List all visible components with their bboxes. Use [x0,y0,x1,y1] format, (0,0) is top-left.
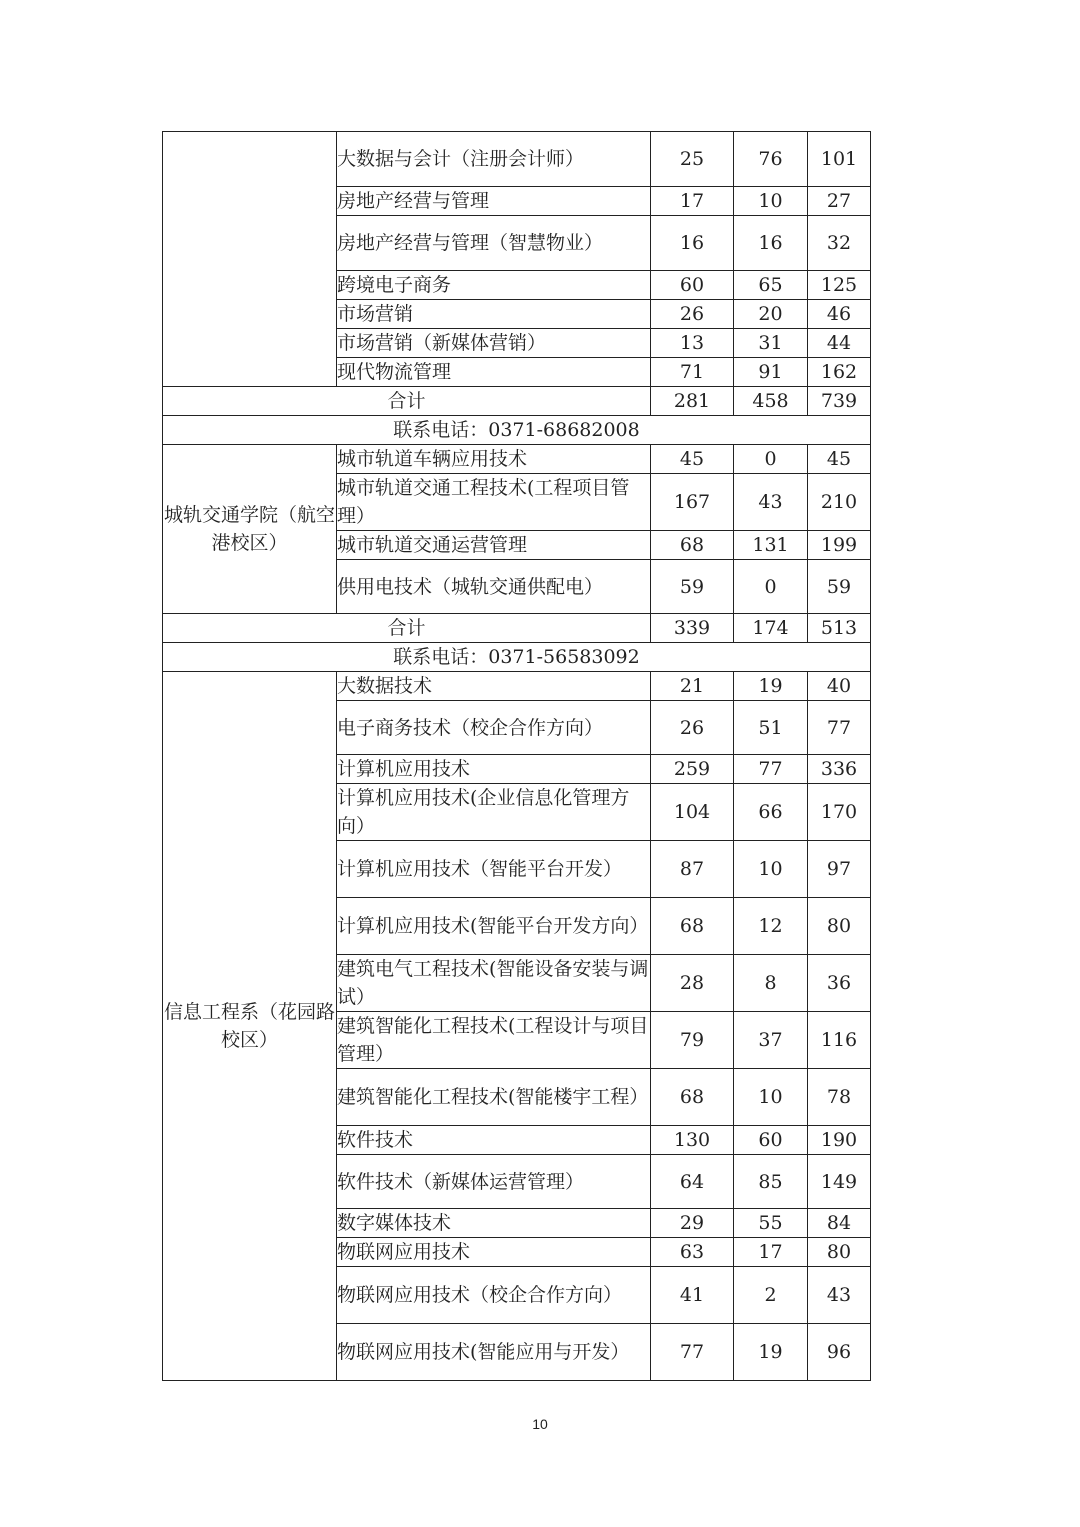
count-b-cell: 2 [734,1267,808,1324]
subtotal-row [163,387,871,416]
count-b-cell: 17 [734,1238,808,1267]
subtotal-a: 339 [651,614,734,643]
count-a-cell: 64 [651,1155,734,1209]
count-total-cell: 44 [808,329,871,358]
count-a-cell: 77 [651,1324,734,1381]
program-cell: 计算机应用技术 [337,755,651,784]
count-b-cell: 91 [734,358,808,387]
program-cell: 市场营销 [337,300,651,329]
count-total-cell: 162 [808,358,871,387]
subtotal-total: 513 [808,614,871,643]
department-cell: 城轨交通学院（航空港校区） [163,445,337,614]
subtotal-label: 合计 [163,387,651,416]
count-a-cell: 59 [651,560,734,614]
count-total-cell: 80 [808,898,871,955]
count-b-cell: 16 [734,216,808,271]
count-total-cell: 77 [808,701,871,755]
program-cell: 城市轨道车辆应用技术 [337,445,651,474]
program-cell: 现代物流管理 [337,358,651,387]
table-row [163,672,871,701]
program-cell: 城市轨道交通工程技术(工程项目管理） [337,474,651,531]
count-total-cell: 190 [808,1126,871,1155]
count-a-cell: 17 [651,187,734,216]
program-cell: 大数据技术 [337,672,651,701]
contact-row [163,643,871,672]
count-a-cell: 60 [651,271,734,300]
count-b-cell: 10 [734,187,808,216]
count-b-cell: 19 [734,1324,808,1381]
count-b-cell: 12 [734,898,808,955]
subtotal-label: 合计 [163,614,651,643]
count-b-cell: 65 [734,271,808,300]
program-cell: 城市轨道交通运营管理 [337,531,651,560]
subtotal-row [163,614,871,643]
count-a-cell: 28 [651,955,734,1012]
count-a-cell: 68 [651,1069,734,1126]
program-cell: 计算机应用技术（智能平台开发） [337,841,651,898]
count-total-cell: 116 [808,1012,871,1069]
contact-phone: 联系电话：0371-56583092 [163,643,871,672]
count-b-cell: 10 [734,1069,808,1126]
enrollment-table [162,131,871,1381]
count-b-cell: 77 [734,755,808,784]
count-a-cell: 87 [651,841,734,898]
program-cell: 软件技术 [337,1126,651,1155]
count-total-cell: 199 [808,531,871,560]
count-total-cell: 46 [808,300,871,329]
contact-phone: 联系电话：0371-68682008 [163,416,871,445]
count-a-cell: 29 [651,1209,734,1238]
count-b-cell: 60 [734,1126,808,1155]
count-a-cell: 45 [651,445,734,474]
program-cell: 房地产经营与管理（智慧物业） [337,216,651,271]
program-cell: 建筑智能化工程技术(智能楼宇工程） [337,1069,651,1126]
count-total-cell: 78 [808,1069,871,1126]
count-total-cell: 36 [808,955,871,1012]
count-b-cell: 55 [734,1209,808,1238]
count-b-cell: 19 [734,672,808,701]
count-b-cell: 8 [734,955,808,1012]
table-row [163,445,871,474]
subtotal-a: 281 [651,387,734,416]
count-b-cell: 66 [734,784,808,841]
subtotal-total: 739 [808,387,871,416]
count-a-cell: 16 [651,216,734,271]
count-a-cell: 130 [651,1126,734,1155]
count-b-cell: 37 [734,1012,808,1069]
count-total-cell: 84 [808,1209,871,1238]
count-total-cell: 170 [808,784,871,841]
count-b-cell: 131 [734,531,808,560]
count-b-cell: 51 [734,701,808,755]
program-cell: 大数据与会计（注册会计师） [337,132,651,187]
count-a-cell: 104 [651,784,734,841]
program-cell: 跨境电子商务 [337,271,651,300]
count-a-cell: 79 [651,1012,734,1069]
program-cell: 计算机应用技术(智能平台开发方向） [337,898,651,955]
count-b-cell: 76 [734,132,808,187]
program-cell: 数字媒体技术 [337,1209,651,1238]
count-a-cell: 63 [651,1238,734,1267]
count-a-cell: 26 [651,300,734,329]
program-cell: 电子商务技术（校企合作方向） [337,701,651,755]
count-b-cell: 43 [734,474,808,531]
subtotal-b: 458 [734,387,808,416]
count-b-cell: 10 [734,841,808,898]
count-total-cell: 27 [808,187,871,216]
count-b-cell: 0 [734,445,808,474]
department-cell: 信息工程系（花园路校区） [163,672,337,1381]
program-cell: 物联网应用技术 [337,1238,651,1267]
count-total-cell: 59 [808,560,871,614]
count-a-cell: 41 [651,1267,734,1324]
contact-row [163,416,871,445]
count-total-cell: 40 [808,672,871,701]
count-a-cell: 13 [651,329,734,358]
count-a-cell: 25 [651,132,734,187]
count-b-cell: 0 [734,560,808,614]
count-total-cell: 96 [808,1324,871,1381]
count-total-cell: 101 [808,132,871,187]
count-a-cell: 71 [651,358,734,387]
count-a-cell: 68 [651,531,734,560]
count-total-cell: 80 [808,1238,871,1267]
count-b-cell: 31 [734,329,808,358]
count-a-cell: 68 [651,898,734,955]
count-total-cell: 210 [808,474,871,531]
program-cell: 物联网应用技术(智能应用与开发） [337,1324,651,1381]
count-b-cell: 85 [734,1155,808,1209]
count-b-cell: 20 [734,300,808,329]
count-total-cell: 149 [808,1155,871,1209]
subtotal-b: 174 [734,614,808,643]
program-cell: 建筑电气工程技术(智能设备安装与调试） [337,955,651,1012]
count-total-cell: 32 [808,216,871,271]
count-total-cell: 97 [808,841,871,898]
count-a-cell: 259 [651,755,734,784]
program-cell: 物联网应用技术（校企合作方向） [337,1267,651,1324]
count-total-cell: 45 [808,445,871,474]
table-row [163,132,871,187]
program-cell: 计算机应用技术(企业信息化管理方向） [337,784,651,841]
count-total-cell: 43 [808,1267,871,1324]
count-a-cell: 167 [651,474,734,531]
count-total-cell: 125 [808,271,871,300]
program-cell: 供用电技术（城轨交通供配电） [337,560,651,614]
program-cell: 软件技术（新媒体运营管理） [337,1155,651,1209]
count-a-cell: 21 [651,672,734,701]
program-cell: 房地产经营与管理 [337,187,651,216]
count-a-cell: 26 [651,701,734,755]
count-total-cell: 336 [808,755,871,784]
program-cell: 市场营销（新媒体营销） [337,329,651,358]
department-cell [163,132,337,387]
program-cell: 建筑智能化工程技术(工程设计与项目管理） [337,1012,651,1069]
page-number: 10 [532,1416,548,1432]
